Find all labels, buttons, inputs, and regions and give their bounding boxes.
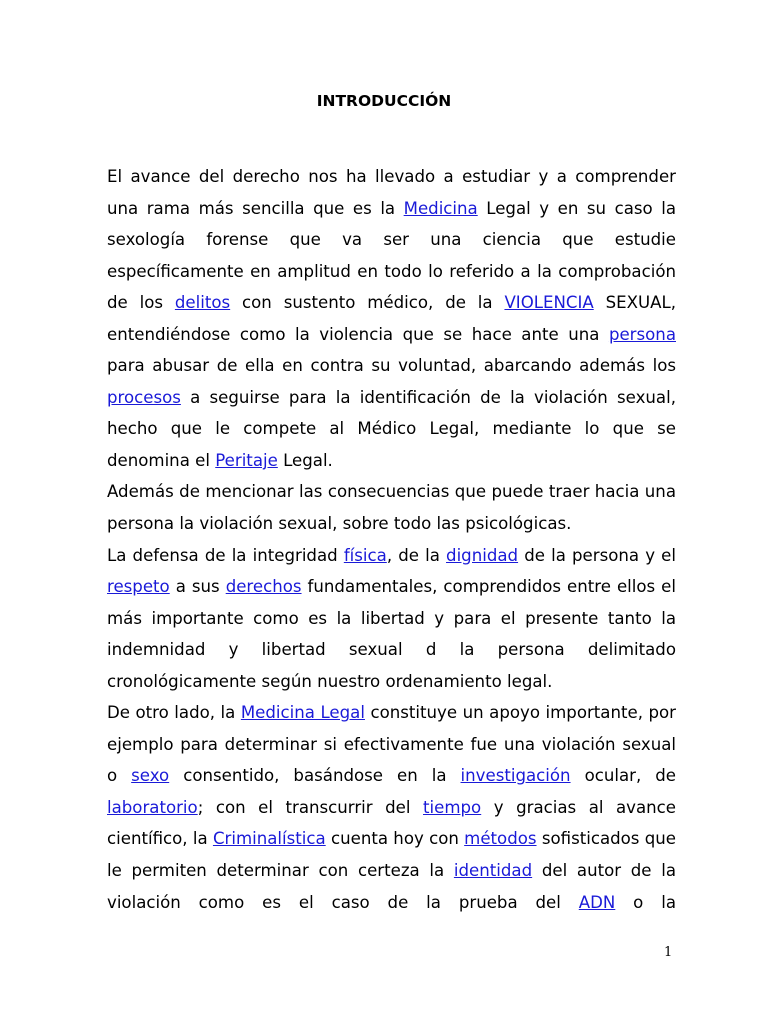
- text-link[interactable]: laboratorio: [107, 797, 198, 817]
- text-link[interactable]: delitos: [174, 293, 231, 313]
- text-link[interactable]: VIOLENCIA: [504, 293, 594, 313]
- paragraph: La defensa de la integridad física, de la dignidad de la persona y el respeto a sus derechos fundamentales, comprendidos entre ellos el más importante como es la libertad y para el presente tanto la indemnidad y libertad sexual d la persona delimitado cronológicamente según nuestro ordenamiento legal.: [107, 545, 676, 691]
- text-link[interactable]: ADN: [578, 892, 616, 912]
- text-link[interactable]: respeto: [107, 577, 170, 597]
- text-link[interactable]: métodos: [464, 829, 537, 849]
- text-link[interactable]: tiempo: [423, 797, 482, 817]
- text-link[interactable]: Medicina Legal: [240, 703, 365, 723]
- paragraph: De otro lado, la Medicina Legal constituye un apoyo importante, por ejemplo para determinar si efectivamente fue una violación sexual o sexo consentido, basándose en la investigación ocular, de laboratorio; con el transcurrir del tiempo y gracias al avance científico, la Criminalística cuenta hoy con métodos sofisticados que le permiten determinar con certeza la identidad del autor de la violación como es el caso de la prueba del ADN o la: [107, 703, 677, 912]
- text-link[interactable]: dignidad: [446, 545, 519, 565]
- text-link[interactable]: derechos: [225, 577, 302, 597]
- text-link[interactable]: Criminalística: [212, 829, 326, 849]
- text-link[interactable]: persona: [608, 324, 676, 344]
- text-link[interactable]: identidad: [453, 861, 533, 881]
- page-number: 1: [664, 945, 673, 960]
- text-link[interactable]: procesos: [107, 387, 181, 407]
- document-body: [107, 161, 676, 918]
- text-link[interactable]: física: [343, 545, 387, 565]
- text-link[interactable]: Peritaje: [215, 450, 278, 470]
- paragraph: Además de mencionar las consecuencias que puede traer hacia una persona la violación sexual, sobre todo las psicológicas.: [107, 482, 676, 534]
- text-link[interactable]: Medicina: [403, 198, 478, 218]
- text-link[interactable]: sexo: [131, 766, 170, 786]
- document-title: INTRODUCCIÓN: [316, 92, 452, 110]
- paragraph: El avance del derecho nos ha llevado a estudiar y a comprender una rama más sencilla que es la Medicina Legal y en su caso la sexología forense que va ser una ciencia que estudie específicamente en amplitud en todo lo referido a la comprobación de los delitos con sustento médico, de la VIOLENCIA SEXUAL, entendiéndose como la violencia que se hace ante una persona para abusar de ella en contra su voluntad, abarcando además los procesos a seguirse para la identificación de la violación sexual, hecho que le compete al Médico Legal, mediante lo que se denomina el Peritaje Legal.: [107, 167, 677, 470]
- text-link[interactable]: investigación: [460, 766, 571, 786]
